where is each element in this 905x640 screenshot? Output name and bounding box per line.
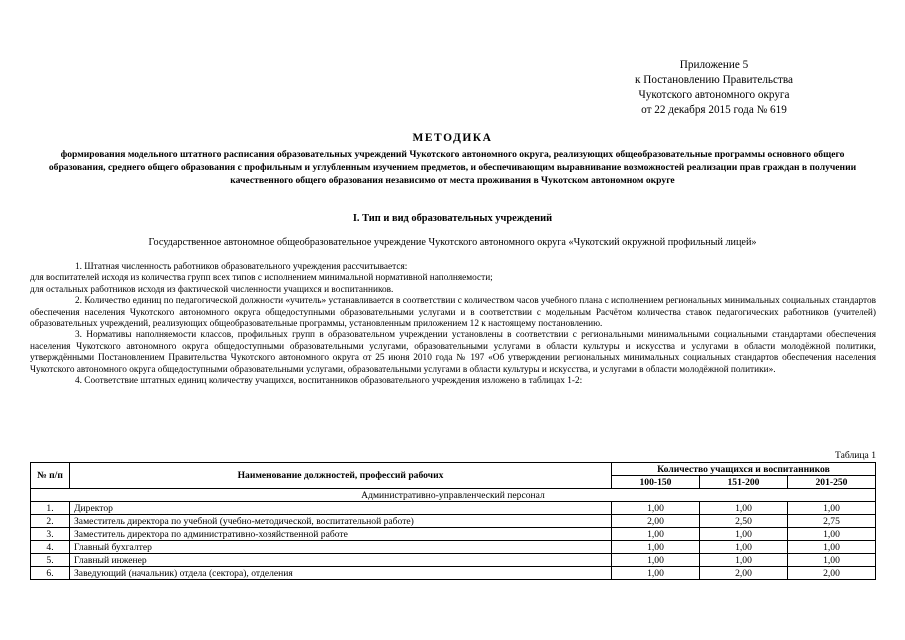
row-value-3: 1,00 [788,528,876,541]
section-title: I. Тип и вид образовательных учреждений [352,213,553,224]
table-row [31,554,876,567]
document-title: МЕТОДИКА [412,132,493,144]
row-num: 1. [31,502,70,515]
row-value-2: 1,00 [700,541,788,554]
table-group-row [31,489,876,502]
row-num: 2. [31,515,70,528]
header-range-2: 151-200 [700,476,788,489]
table-row [31,541,876,554]
row-value-2: 2,00 [700,567,788,580]
row-num: 3. [31,528,70,541]
header-position: Наименование должностей, профессий рабочих [70,463,612,489]
row-value-3: 2,00 [788,567,876,580]
row-value-2: 1,00 [700,528,788,541]
staff-table [30,462,876,580]
row-position: Заместитель директора по административно-хозяйственной работе [70,528,612,541]
row-position: Заместитель директора по учебной (учебно-методической, воспитательной работе) [70,515,612,528]
row-position: Главный бухгалтер [70,541,612,554]
row-value-3: 1,00 [788,502,876,515]
row-value-1: 1,00 [612,502,700,515]
table-caption: Таблица 1 [834,450,876,461]
row-value-3: 2,75 [788,515,876,528]
header-range-1: 100-150 [612,476,700,489]
row-num: 6. [31,567,70,580]
table-row [31,567,876,580]
row-value-1: 1,00 [612,528,700,541]
row-value-3: 1,00 [788,541,876,554]
paragraph-3: 3. Нормативы наполняемости классов, профильных групп в образовательном учреждении установлены в соответствии с региональными минимальными социальными стандартами обеспечения населения Чукотского автономного округа общедоступными образовательными услугами, образовательными услугами в области культуры и искусства и услугами в области молодёжной политики, утверждёнными Постановлением Правительства Чукотского автономного округа от 25 июня 2010 года № 197 «Об утверждении региональных минимальных социальных стандартов обеспечения населения Чукотского автономного округа общедоступными образовательными услугами, образовательными услугами в области культуры и искусства, и услугами в области молодёжной политики». [30,330,876,375]
paragraph-4: 4. Соответствие штатных единиц количеству учащихся, воспитанников образовательного учреждения изложено в таблицах 1-2: [75,376,583,387]
row-num: 4. [31,541,70,554]
appendix-line-3: Чукотского автономного округа [638,89,790,101]
paragraph-1a: для воспитателей исходя из количества групп всех типов с исполнением минимальной нормативной наполняемости; [30,273,493,284]
institution-name: Государственное автономное общеобразовательное учреждение Чукотского автономного округа «Чукотский окружной профильный лицей» [148,237,757,248]
row-value-1: 1,00 [612,567,700,580]
row-value-1: 2,00 [612,515,700,528]
header-range-3: 201-250 [788,476,876,489]
row-position: Директор [70,502,612,515]
document-subtitle: формирования модельного штатного расписания образовательных учреждений Чукотского автономного округа, реализующих общеобразовательные программы основного общего образования, среднего общего образования с профильным и углубленным изучением предметов, и обеспечивающим выравнивание возможностей реализации прав граждан в получении качественного общего образования независимо от места проживания в Чукотском автономном округе [48,149,857,187]
appendix-line-2: к Постановлению Правительства [635,74,793,86]
table-row [31,515,876,528]
group-label: Административно-управленческий персонал [31,489,876,502]
header-num: № п/п [31,463,70,489]
row-value-3: 1,00 [788,554,876,567]
appendix-line-4: от 22 декабря 2015 года № 619 [641,104,787,116]
appendix-line-1: Приложение 5 [679,59,749,71]
table-row [31,502,876,515]
document-body [30,262,876,387]
paragraph-2: 2. Количество единиц по педагогической должности «учитель» устанавливается в соответствии с количеством часов учебного плана с исполнением региональных минимальных социальных стандартов обеспечения населения Чукотского автономного округа общедоступными образовательными услугами и в соответствии с модельным Расчётом количества ставок педагогических работников (учителей) образовательных учреждений, реализующих общеобразовательные программы, установленным приложением 12 к настоящему постановлению. [30,296,876,330]
row-value-2: 1,00 [700,502,788,515]
table-header-row [31,463,876,476]
row-value-1: 1,00 [612,554,700,567]
row-position: Заведующий (начальник) отдела (сектора), отделения [70,567,612,580]
row-value-2: 2,50 [700,515,788,528]
table-row [31,528,876,541]
appendix-header [604,58,824,118]
row-value-2: 1,00 [700,554,788,567]
row-value-1: 1,00 [612,541,700,554]
header-students-group: Количество учащихся и воспитанников [612,463,876,476]
paragraph-1: 1. Штатная численность работников образовательного учреждения рассчитывается: [75,262,408,272]
paragraph-1b: для остальных работников исходя из фактической численности учащихся и воспитанников. [30,284,394,295]
row-position: Главный инженер [70,554,612,567]
row-num: 5. [31,554,70,567]
